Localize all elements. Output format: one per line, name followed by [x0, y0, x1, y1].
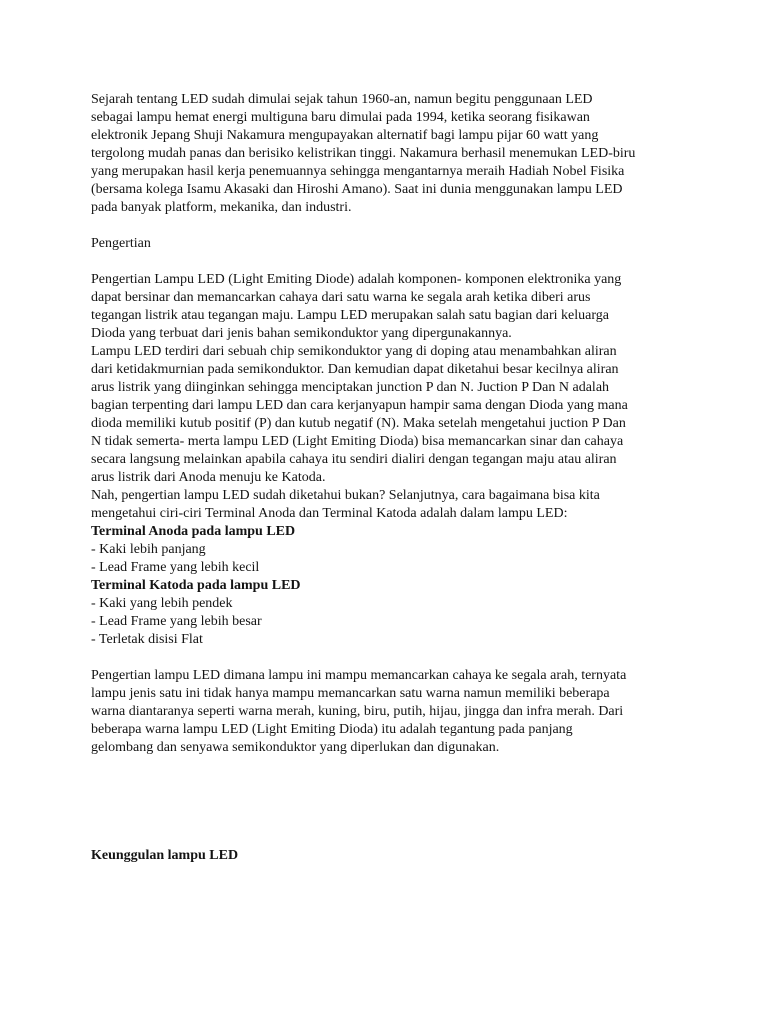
katoda-heading: Terminal Katoda pada lampu LED [91, 578, 301, 593]
text-line: yang merupakan hasil kerja penemuannya sehingga mengantarnya meraih Hadiah Nobel Fisika [91, 164, 625, 179]
text-line: pada banyak platform, mekanika, dan industri. [91, 200, 352, 215]
list-item: - Lead Frame yang lebih besar [91, 614, 262, 629]
paragraph-gap [91, 649, 691, 667]
anoda-section [91, 523, 691, 577]
pengertian-heading [91, 235, 691, 253]
text-line: dari ketidakmurnian pada semikonduktor. Dan kemudian dapat diketahui besar kecilnya aliran [91, 362, 619, 377]
text-line: Pengertian Lampu LED (Light Emiting Diode) adalah komponen- komponen elektronika yang [91, 272, 622, 287]
text-line: beberapa warna lampu LED (Light Emiting Dioda) itu adalah tegantung pada panjang [91, 722, 573, 737]
text-line: secara langsung melainkan apabila cahaya itu sendiri dialiri dengan tegangan maju atau aliran [91, 452, 617, 467]
text-line: Pengertian lampu LED dimana lampu ini mampu memancarkan cahaya ke segala arah, ternyata [91, 668, 627, 683]
text-line: bagian terpenting dari lampu LED dan cara kerjanyapun hampir sama dengan Dioda yang mana [91, 398, 628, 413]
text-line: warna diantaranya seperti warna merah, kuning, biru, putih, hijau, jingga dan infra merah. Dari [91, 704, 624, 719]
list-item: - Kaki yang lebih pendek [91, 596, 233, 611]
keunggulan-heading [91, 847, 691, 865]
text-line: dapat bersinar dan memancarkan cahaya dari satu warna ke segala arah ketika diberi arus [91, 290, 591, 305]
text-line: Lampu LED terdiri dari sebuah chip semikonduktor yang di doping atau menambahkan aliran [91, 344, 617, 359]
text-line: tergolong mudah panas dan berisiko kelistrikan tinggi. Nakamura berhasil menemukan LED-biru [91, 146, 636, 161]
text-line: lampu jenis satu ini tidak hanya mampu memancarkan satu warna namun memiliki beberapa [91, 686, 610, 701]
text-line: N tidak semerta- merta lampu LED (Light Emiting Dioda) bisa memancarkan sinar dan cahaya [91, 434, 624, 449]
text-line: gelombang dan senyawa semikonduktor yang diperlukan dan digunakan. [91, 740, 500, 755]
text-line: tegangan listrik atau tegangan maju. Lampu LED merupakan salah satu bagian dari keluarga [91, 308, 609, 323]
list-item: - Terletak disisi Flat [91, 632, 203, 647]
heading-text: Keunggulan lampu LED [91, 848, 239, 863]
text-line: sebagai lampu hemat energi multiguna baru dimulai pada 1994, ketika seorang fisikawan [91, 110, 590, 125]
text-line: mengetahui ciri-ciri Terminal Anoda dan Terminal Katoda adalah dalam lampu LED: [91, 506, 568, 521]
intro-paragraph [91, 91, 691, 217]
list-item: - Lead Frame yang lebih kecil [91, 560, 260, 575]
colors-paragraph [91, 667, 691, 757]
text-line: Dioda yang terbuat dari jenis bahan semikonduktor yang dipergunakannya. [91, 326, 512, 341]
paragraph-gap [91, 217, 691, 235]
text-line: (bersama kolega Isamu Akasaki dan Hiroshi Amano). Saat ini dunia menggunakan lampu LED [91, 182, 623, 197]
text-line: arus listrik yang diinginkan sehingga menciptakan junction P dan N. Juction P Dan N adalah [91, 380, 610, 395]
paragraph-gap [91, 757, 691, 847]
text-line: Sejarah tentang LED sudah dimulai sejak tahun 1960-an, namun begitu penggunaan LED [91, 92, 593, 107]
definition-paragraph [91, 271, 691, 523]
katoda-section [91, 577, 691, 649]
text-line: elektronik Jepang Shuji Nakamura mengupayakan alternatif bagi lampu pijar 60 watt yang [91, 128, 599, 143]
anoda-heading: Terminal Anoda pada lampu LED [91, 524, 296, 539]
text-line: dioda memiliki kutub positif (P) dan kutub negatif (N). Maka setelah mengetahui juction P Dan [91, 416, 626, 431]
heading-text: Pengertian [91, 236, 151, 251]
paragraph-gap [91, 253, 691, 271]
text-line: Nah, pengertian lampu LED sudah diketahui bukan? Selanjutnya, cara bagaimana bisa kita [91, 488, 600, 503]
document-page [91, 91, 691, 865]
text-line: arus listrik dari Anoda menuju ke Katoda. [91, 470, 326, 485]
list-item: - Kaki lebih panjang [91, 542, 206, 557]
